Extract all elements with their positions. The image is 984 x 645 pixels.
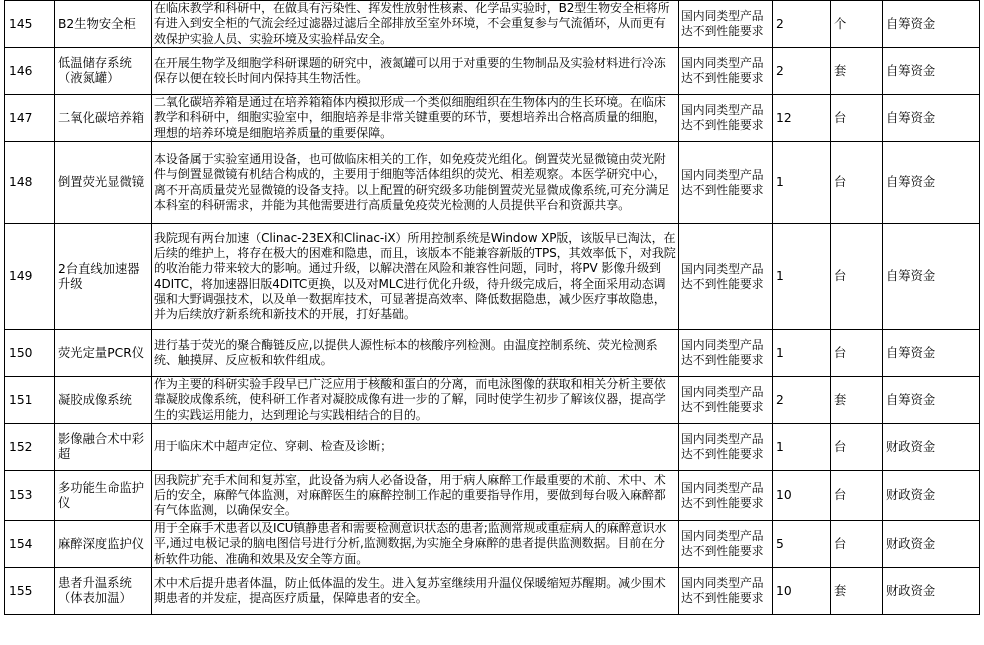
unit: 台 — [831, 424, 883, 471]
import-reason: 国内同类型产品达不到性能要求 — [679, 377, 773, 424]
equipment-name: 2台直线加速器升级 — [55, 224, 152, 330]
row-number: 155 — [5, 568, 55, 615]
row-number: 154 — [5, 521, 55, 568]
funding-source: 财政资金 — [883, 424, 980, 471]
quantity: 1 — [773, 142, 831, 224]
equipment-name: 多功能生命监护仪 — [55, 471, 152, 521]
table-row — [5, 424, 980, 471]
table-row — [5, 95, 980, 142]
unit: 台 — [831, 471, 883, 521]
table-row — [5, 521, 980, 568]
table-row — [5, 48, 980, 95]
row-number: 145 — [5, 1, 55, 48]
quantity: 12 — [773, 95, 831, 142]
row-number: 150 — [5, 330, 55, 377]
funding-source: 自筹资金 — [883, 142, 980, 224]
table-row — [5, 330, 980, 377]
funding-source: 自筹资金 — [883, 330, 980, 377]
table-row — [5, 224, 980, 330]
funding-source: 自筹资金 — [883, 377, 980, 424]
import-reason: 国内同类型产品达不到性能要求 — [679, 424, 773, 471]
equipment-name: 影像融合术中彩超 — [55, 424, 152, 471]
equipment-name: 低温储存系统（液氮罐） — [55, 48, 152, 95]
row-number: 149 — [5, 224, 55, 330]
import-reason: 国内同类型产品达不到性能要求 — [679, 471, 773, 521]
import-reason: 国内同类型产品达不到性能要求 — [679, 521, 773, 568]
quantity: 1 — [773, 424, 831, 471]
funding-source: 自筹资金 — [883, 224, 980, 330]
funding-source: 自筹资金 — [883, 48, 980, 95]
equipment-description: 在临床教学和科研中，在做具有污染性、挥发性放射性核素、化学品实验时，B2型生物安全柜将所有进入到安全柜的气流会经过滤器过滤后全部排放至室外环境，不会重复参与气流循环，从而更有效保护实验人员、实验环境及实验样品安全。 — [152, 1, 679, 48]
import-reason: 国内同类型产品达不到性能要求 — [679, 48, 773, 95]
row-number: 147 — [5, 95, 55, 142]
quantity: 2 — [773, 377, 831, 424]
funding-source: 财政资金 — [883, 568, 980, 615]
import-reason: 国内同类型产品达不到性能要求 — [679, 224, 773, 330]
import-reason: 国内同类型产品达不到性能要求 — [679, 142, 773, 224]
unit: 套 — [831, 377, 883, 424]
funding-source: 财政资金 — [883, 521, 980, 568]
unit: 台 — [831, 95, 883, 142]
unit: 套 — [831, 568, 883, 615]
unit: 台 — [831, 521, 883, 568]
unit: 台 — [831, 224, 883, 330]
quantity: 10 — [773, 568, 831, 615]
table-row — [5, 142, 980, 224]
table-row — [5, 568, 980, 615]
funding-source: 财政资金 — [883, 471, 980, 521]
equipment-description: 因我院扩充手术间和复苏室，此设备为病人必备设备，用于病人麻醉工作最重要的术前、术中、术后的安全，麻醉气体监测，对麻醉医生的麻醉控制工作起的重要指导作用，要做到每台吸入麻醉都有气体监测，以确保安全。 — [152, 471, 679, 521]
equipment-name: 麻醉深度监护仪 — [55, 521, 152, 568]
equipment-description: 用于临床术中超声定位、穿刺、检查及诊断； — [152, 424, 679, 471]
table-row — [5, 377, 980, 424]
import-reason: 国内同类型产品达不到性能要求 — [679, 1, 773, 48]
row-number: 148 — [5, 142, 55, 224]
unit: 台 — [831, 330, 883, 377]
row-number: 146 — [5, 48, 55, 95]
table-row — [5, 471, 980, 521]
quantity: 1 — [773, 330, 831, 377]
equipment-description: 进行基于荧光的聚合酶链反应,以提供人源性标本的核酸序列检测。由温度控制系统、荧光检测系统、触摸屏、反应板和软件组成。 — [152, 330, 679, 377]
row-number: 152 — [5, 424, 55, 471]
quantity: 2 — [773, 1, 831, 48]
equipment-name: 二氧化碳培养箱 — [55, 95, 152, 142]
equipment-name: 倒置荧光显微镜 — [55, 142, 152, 224]
equipment-description: 本设备属于实验室通用设备，也可做临床相关的工作，如免疫荧光组化。倒置荧光显微镜由荧光附件与倒置显微镜有机结合构成的，主要用于细胞等活体组织的荧光、相差观察。本医学研究中心，离不开高质量荧光显微镜的设备支持。以上配置的研究级多功能倒置荧光显微成像系统,可充分满足本科室的科研需求，并能为其他需要进行高质量免疫荧光检测的人员提供平台和资源共享。 — [152, 142, 679, 224]
equipment-name: 凝胶成像系统 — [55, 377, 152, 424]
import-reason: 国内同类型产品达不到性能要求 — [679, 330, 773, 377]
quantity: 5 — [773, 521, 831, 568]
table-body — [5, 1, 980, 615]
row-number: 151 — [5, 377, 55, 424]
equipment-description: 作为主要的科研实验手段早已广泛应用于核酸和蛋白的分离，而电泳图像的获取和相关分析主要依靠凝胶成像系统，使科研工作者对凝胶成像有进一步的了解，同时使学生初步了解该仪器，提高学生的实践运用能力，达到理论与实践相结合的目的。 — [152, 377, 679, 424]
equipment-description: 在开展生物学及细胞学科研课题的研究中，液氮罐可以用于对重要的生物制品及实验材料进行冷冻保存以便在较长时间内保持其生物活性。 — [152, 48, 679, 95]
quantity: 1 — [773, 224, 831, 330]
quantity: 10 — [773, 471, 831, 521]
import-reason: 国内同类型产品达不到性能要求 — [679, 568, 773, 615]
table-row — [5, 1, 980, 48]
equipment-table — [4, 0, 980, 615]
unit: 台 — [831, 142, 883, 224]
unit: 个 — [831, 1, 883, 48]
equipment-description: 我院现有两台加速（Clinac-23EX和Clinac-iX）所用控制系统是Window XP版，该版早已淘汰，在后续的维护上，将存在极大的困难和隐患，而且，该版本不能兼容新版的TPS，其效率低下，对我院的收治能力带来较大的影响。通过升级，以解决潜在风险和兼容性问题，同时，将PV 影像升级到4DITC，将加速器旧版4DITC更换，以及对MLC进行优化升级，待升级完成后，将全面采用动态调强和大野调强技术，以及单一数据库技术，可显著提高效率、降低数据隐患，减少医疗事故隐患，并为后续放疗新系统和新技术的开展，打好基础。 — [152, 224, 679, 330]
equipment-name: B2生物安全柜 — [55, 1, 152, 48]
equipment-description: 二氧化碳培养箱是通过在培养箱箱体内模拟形成一个类似细胞组织在生物体内的生长环境。在临床教学和科研中，细胞实验室中，细胞培养是非常关键重要的环节，要想培养出合格高质量的细胞，理想的培养环境是细胞培养质量的重要保障。 — [152, 95, 679, 142]
quantity: 2 — [773, 48, 831, 95]
row-number: 153 — [5, 471, 55, 521]
equipment-description: 术中术后提升患者体温，防止低体温的发生。进入复苏室继续用升温仪保暖缩短苏醒期。减少围术期患者的并发症，提高医疗质量，保障患者的安全。 — [152, 568, 679, 615]
equipment-description: 用于全麻手术患者以及ICU镇静患者和需要检测意识状态的患者;监测常规或重症病人的麻醉意识水平,通过电极记录的脑电图信号进行分析,监测数据,为实施全身麻醉的患者提供监测数据。目前在分析软件功能、准确和效果及安全等方面。 — [152, 521, 679, 568]
equipment-name: 荧光定量PCR仪 — [55, 330, 152, 377]
import-reason: 国内同类型产品达不到性能要求 — [679, 95, 773, 142]
funding-source: 自筹资金 — [883, 95, 980, 142]
unit: 套 — [831, 48, 883, 95]
funding-source: 自筹资金 — [883, 1, 980, 48]
equipment-name: 患者升温系统（体表加温） — [55, 568, 152, 615]
